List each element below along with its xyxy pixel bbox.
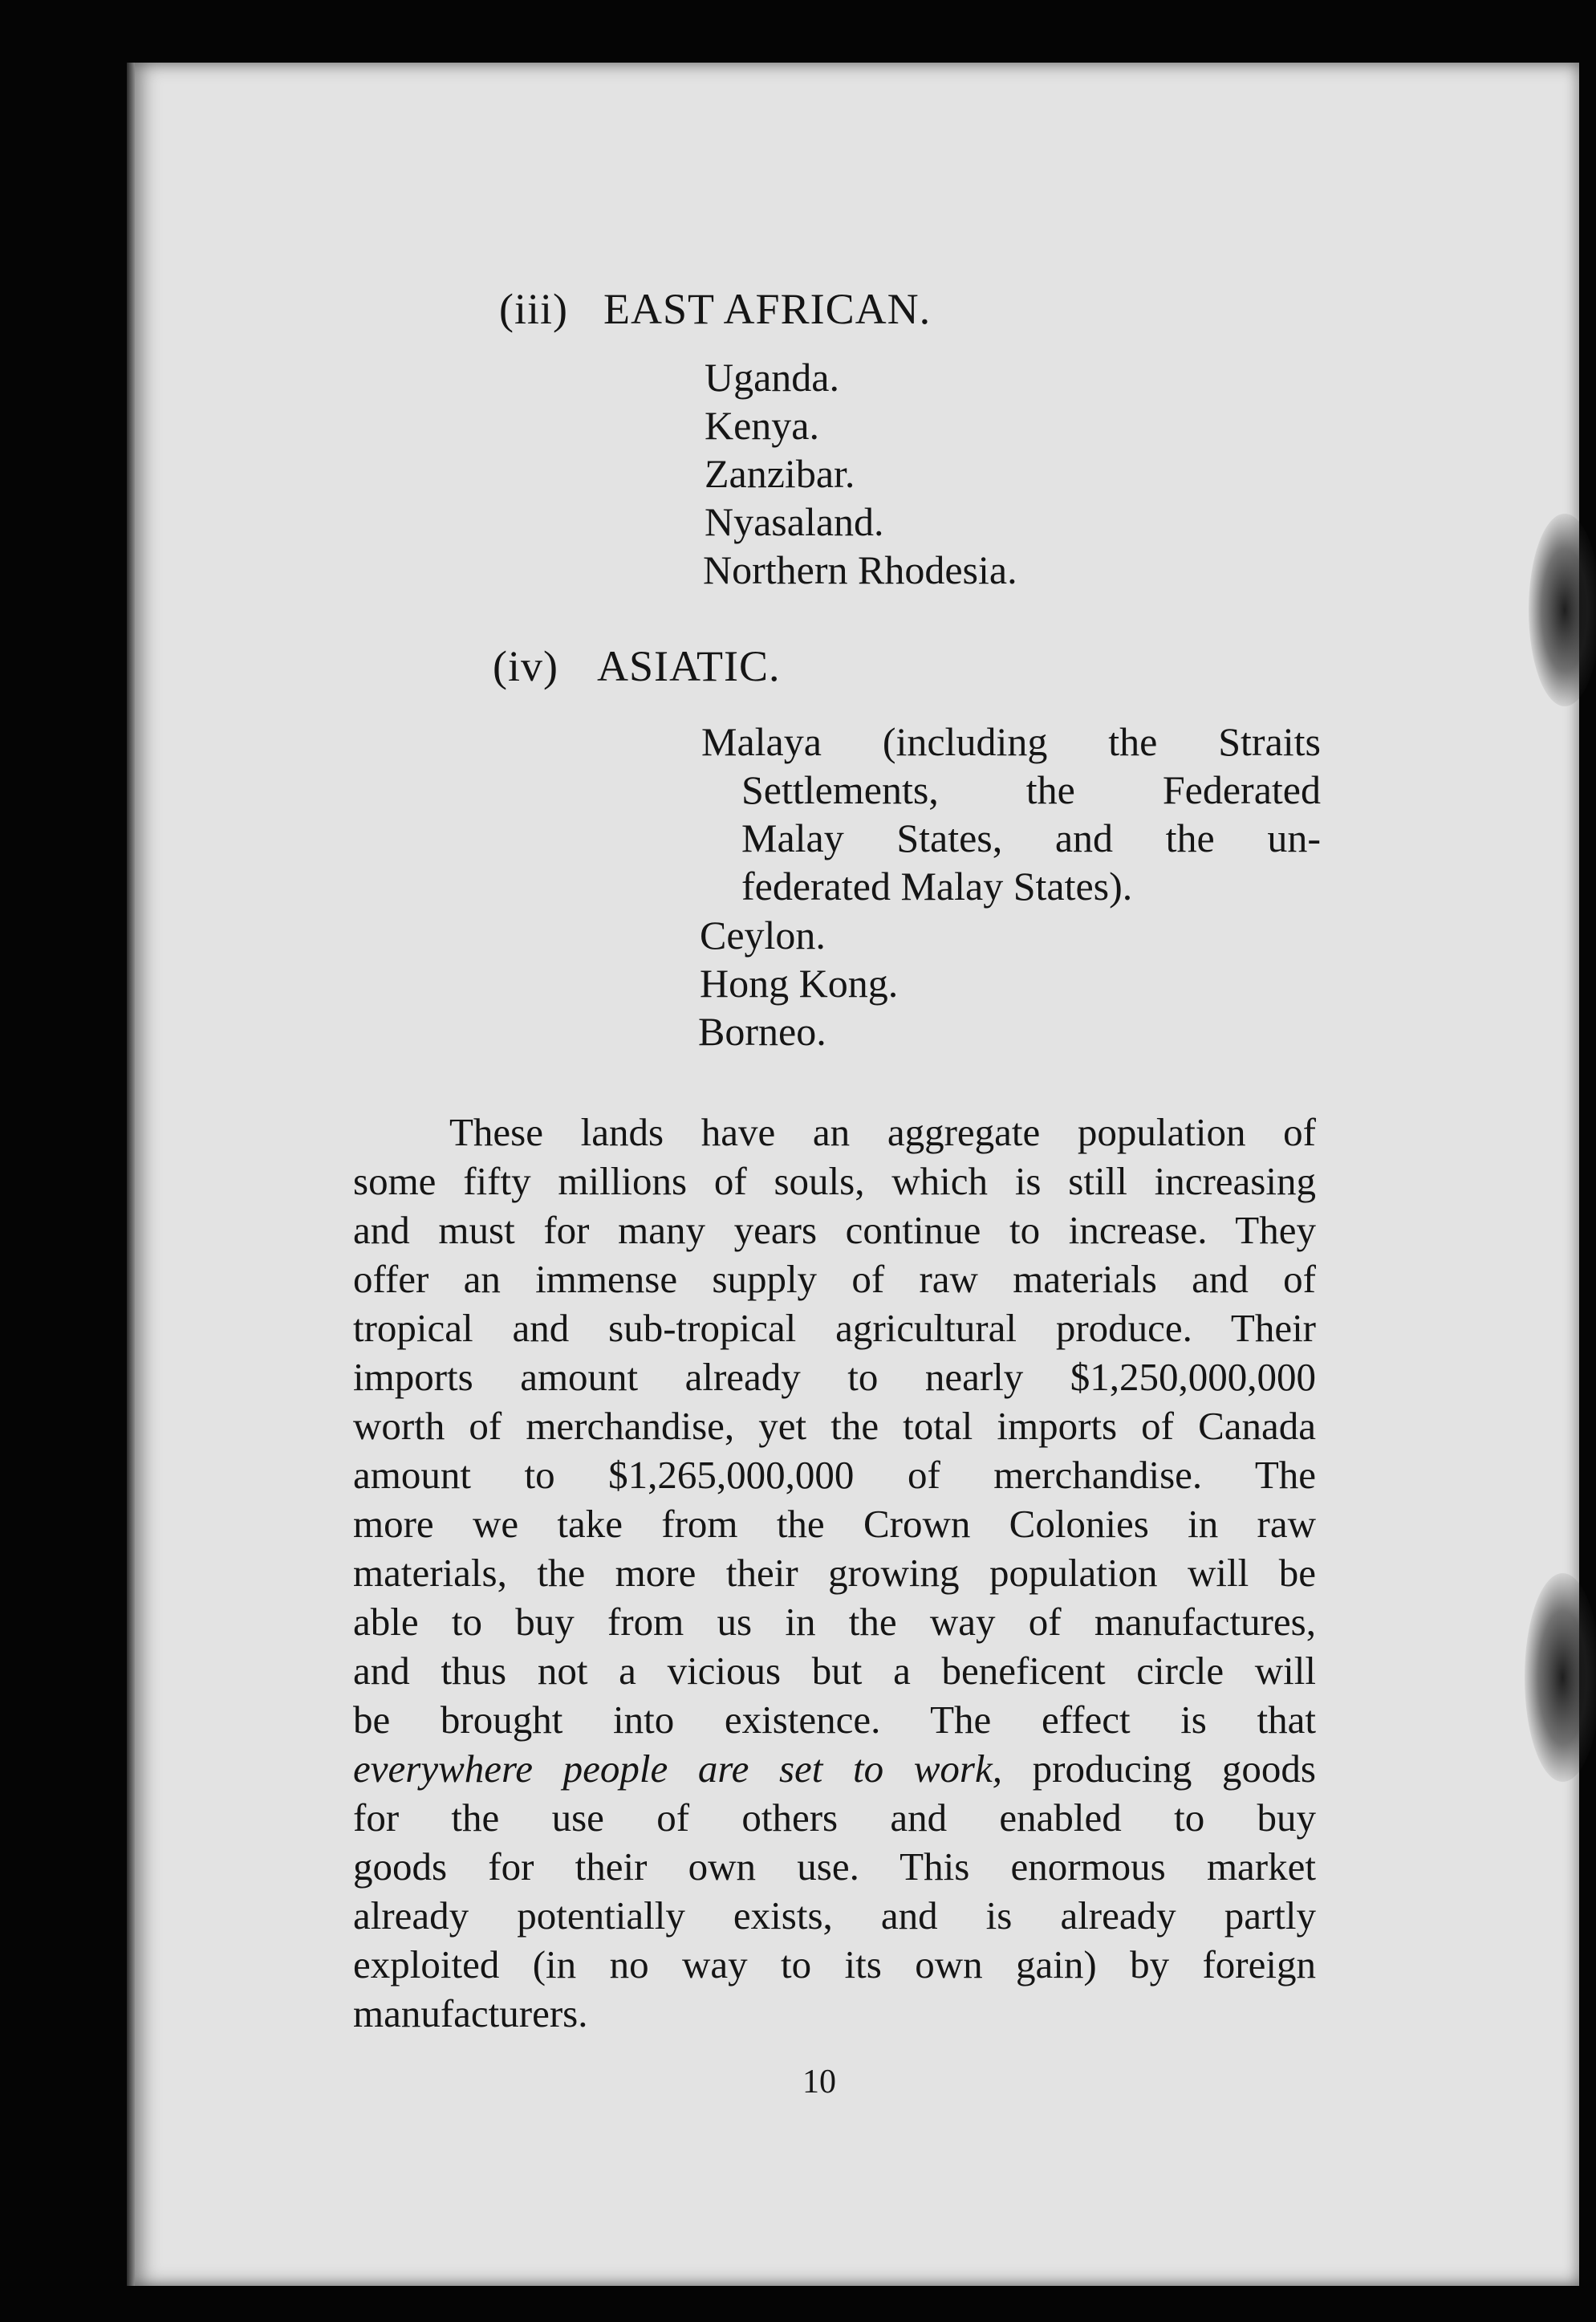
- paragraph-line: some fifty millions of souls, which is still increasing: [353, 1159, 1316, 1203]
- paragraph-line: exploited (in no way to its own gain) by foreign: [353, 1942, 1316, 1987]
- section-iii-numeral: (iii): [499, 285, 568, 333]
- paragraph-line: be brought into existence. The effect is that: [353, 1698, 1316, 1742]
- paragraph-line: more we take from the Crown Colonies in raw: [353, 1502, 1316, 1546]
- paragraph-line: materials, the more their growing population will be: [353, 1551, 1316, 1595]
- list-item: Uganda.: [705, 355, 839, 400]
- body-paragraph: [353, 1108, 1316, 2038]
- paragraph-line: goods for their own use. This enormous market: [353, 1844, 1316, 1889]
- section-iv-title: ASIATIC.: [597, 642, 781, 690]
- paragraph-line: imports amount already to nearly $1,250,000,000: [353, 1355, 1316, 1399]
- paragraph-line: These lands have an aggregate population of: [449, 1110, 1316, 1154]
- paragraph-line: offer an immense supply of raw materials and of: [353, 1257, 1316, 1301]
- page-number: 10: [802, 2064, 836, 2100]
- malaya-line: Malaya (including the Straits: [701, 719, 1321, 764]
- list-item: Hong Kong.: [700, 961, 899, 1006]
- ink-smudge: [1525, 1573, 1596, 1782]
- section-iii-title: EAST AFRICAN.: [603, 285, 932, 333]
- ink-smudge: [1529, 514, 1596, 706]
- paragraph-line-italic: [353, 1744, 1316, 1793]
- list-item: Borneo.: [698, 1009, 826, 1054]
- list-item: Ceylon.: [700, 913, 826, 958]
- malaya-line: Settlements, the Federated: [741, 767, 1321, 812]
- list-item: Nyasaland.: [705, 499, 884, 544]
- list-item: Northern Rhodesia.: [703, 547, 1017, 592]
- paragraph-line: and must for many years continue to increase. They: [353, 1208, 1316, 1252]
- page-binding-edge: [127, 63, 135, 2286]
- list-item: Kenya.: [705, 403, 819, 448]
- malaya-line: federated Malay States).: [741, 864, 1133, 909]
- paragraph-line: tropical and sub-tropical agricultural produce. Their: [353, 1306, 1316, 1350]
- paragraph-line: and thus not a vicious but a beneficent circle will: [353, 1649, 1316, 1693]
- paragraph-line: already potentially exists, and is already partly: [353, 1893, 1316, 1938]
- after-italic-text: producing goods: [1002, 1747, 1317, 1791]
- paragraph-line: able to buy from us in the way of manufactures,: [353, 1600, 1316, 1644]
- paragraph-line: worth of merchandise, yet the total imports of Canada: [353, 1404, 1316, 1448]
- malaya-line: Malay States, and the un-: [741, 815, 1321, 860]
- section-iv-numeral: (iv): [493, 642, 558, 690]
- list-item: Zanzibar.: [705, 451, 855, 496]
- paragraph-line: for the use of others and enabled to buy: [353, 1795, 1316, 1840]
- italic-phrase: everywhere people are set to work,: [353, 1747, 1003, 1791]
- paragraph-line: amount to $1,265,000,000 of merchandise. The: [353, 1453, 1316, 1497]
- paragraph-line: manufacturers.: [353, 1991, 588, 2035]
